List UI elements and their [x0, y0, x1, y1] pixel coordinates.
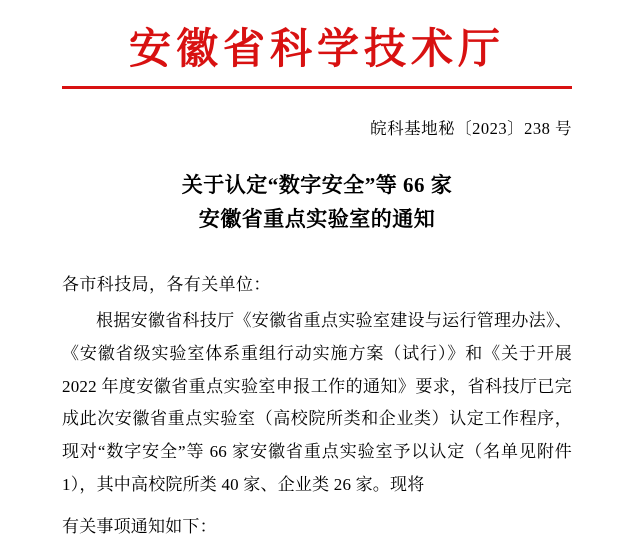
document-paragraph-1: 根据安徽省科技厅《安徽省重点实验室建设与运行管理办法》、《安徽省级实验室体系重组行动实施方案（试行）》和《关于开展 2022 年度安徽省重点实验室申报工作的通知》要求，省科技厅已完成此次安徽省重点实验室（高校院所类和企业类）认定工作程序，现对“数字安全”等 66 家安徽省重点实验室予以认定（名单见附件 1），其中高校院所类 40 家、企业类 26 家。现将 — [62, 311, 572, 494]
letterhead — [62, 0, 572, 89]
document-paragraph-2: 有关事项通知如下： — [62, 517, 217, 537]
letterhead-divider — [62, 86, 572, 89]
document-number: 皖科基地秘〔2023〕238 号 — [370, 119, 572, 139]
document-title-line-1: 关于认定“数字安全”等 66 家 — [181, 173, 453, 198]
document-title — [62, 169, 572, 236]
document-title-line-2: 安徽省重点实验室的通知 — [198, 206, 436, 231]
letterhead-organization-title: 安徽省科学技术厅 — [128, 27, 505, 73]
document-salutation: 各市科技局，各有关单位： — [62, 275, 271, 295]
